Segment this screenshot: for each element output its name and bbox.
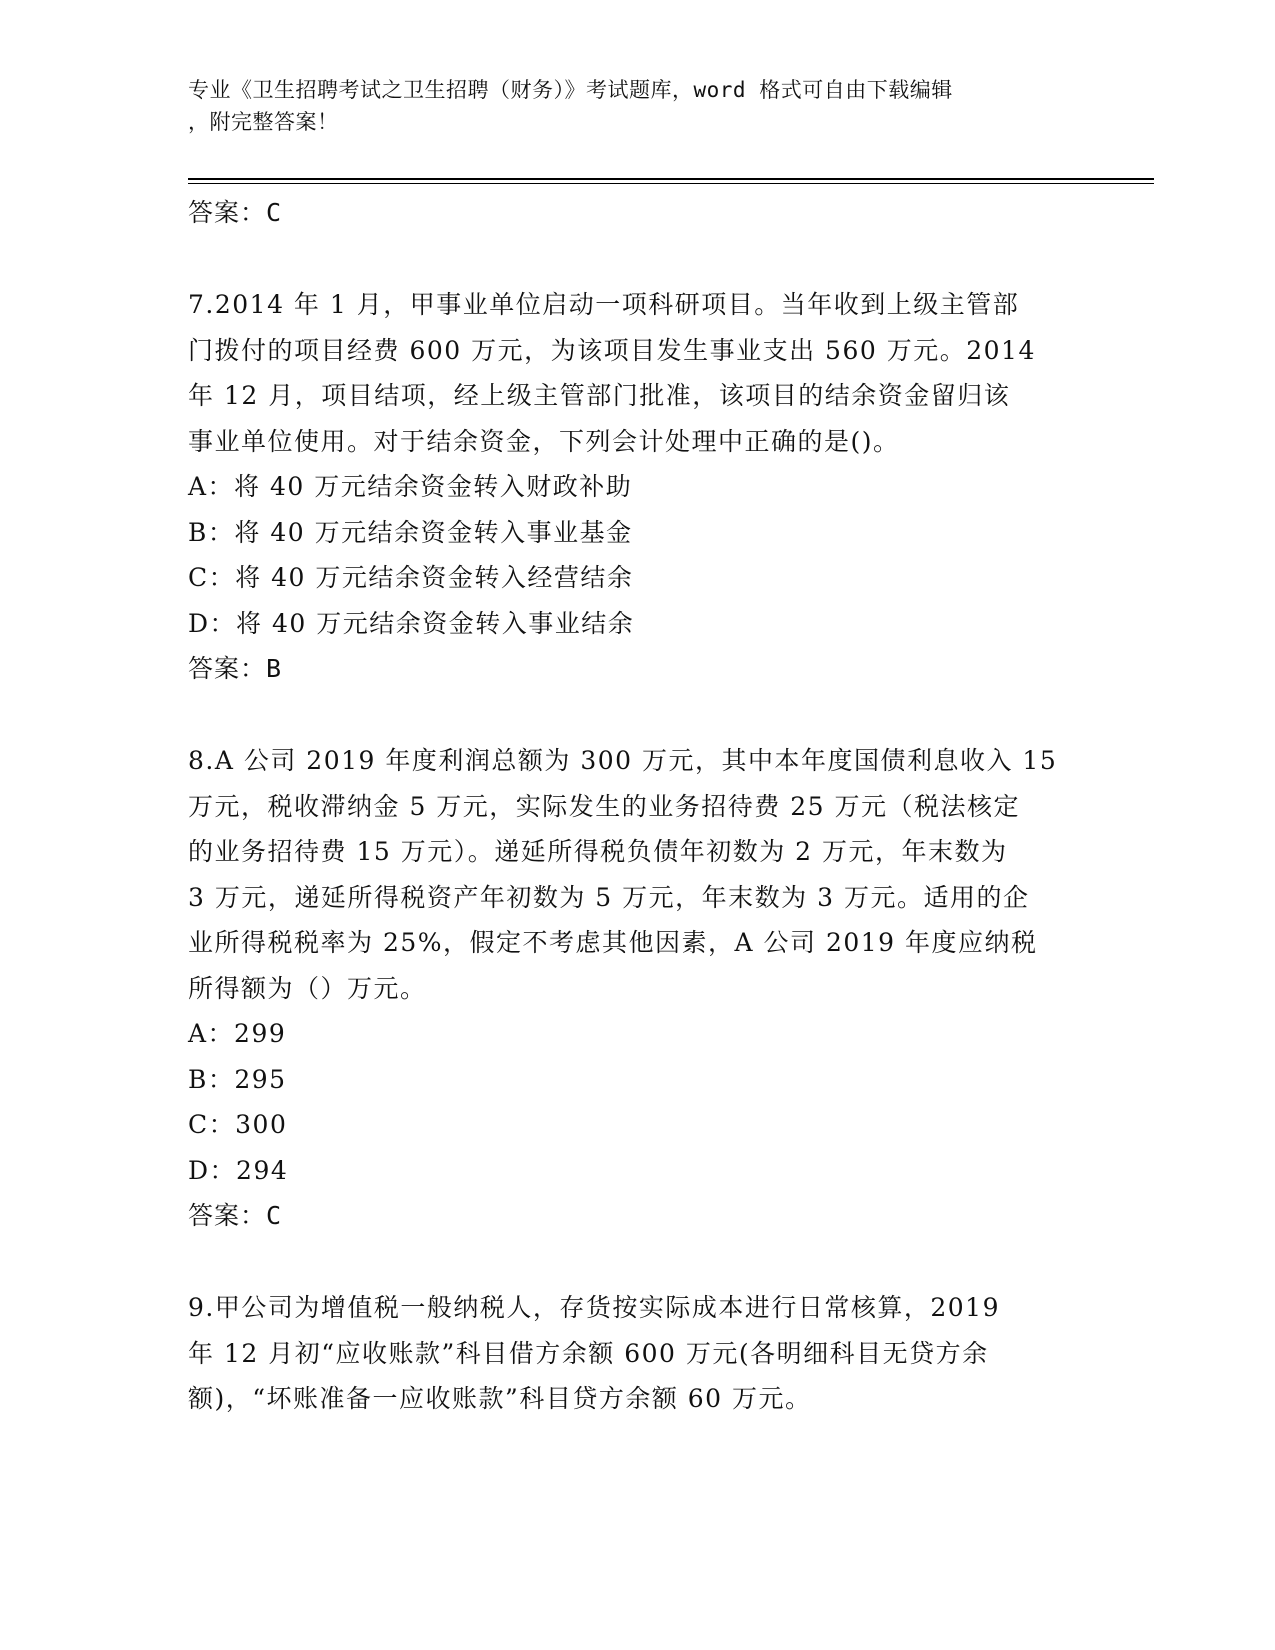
option-c: C：将 40 万元结余资金转入经营结余	[188, 563, 634, 592]
header-rule-thin	[188, 183, 1154, 184]
stem-line: 年 12 月初“应收账款”科目借方余额 600 万元(各明细科目无贷方余	[188, 1338, 989, 1368]
stem-line: 3 万元，递延所得税资产年初数为 5 万元，年末数为 3 万元。适用的企	[188, 882, 1030, 912]
question-content	[188, 190, 1078, 1422]
stem-line: 所得额为（）万元。	[188, 973, 427, 1003]
stem-line: 万元，税收滞纳金 5 万元，实际发生的业务招待费 25 万元（税法核定	[188, 791, 1021, 821]
option-a: A：将 40 万元结余资金转入财政补助	[188, 472, 633, 501]
stem-line: 7.2014 年 1 月，甲事业单位启动一项科研项目。当年收到上级主管部	[188, 290, 1020, 319]
question-8	[188, 738, 1078, 1239]
header-line-2: ，附完整答案！	[188, 110, 339, 134]
spacer	[188, 692, 1078, 738]
stem-line: 年 12 月，项目结项，经上级主管部门批准，该项目的结余资金留归该	[188, 381, 1011, 410]
stem-line: 事业单位使用。对于结余资金，下列会计处理中正确的是()。	[188, 426, 900, 456]
header-line-1: 专业《卫生招聘考试之卫生招聘（财务）》考试题库，word 格式可自由下载编辑	[188, 78, 953, 102]
question-9	[188, 1285, 1078, 1422]
answer-line: 答案：C	[188, 1201, 283, 1230]
option-c: C：300	[188, 1110, 288, 1139]
option-a: A：299	[188, 1019, 287, 1048]
question-stem	[188, 282, 1078, 464]
stem-line: 额)，“坏账准备一应收账款”科目贷方余额 60 万元。	[188, 1384, 812, 1413]
option-b: B：295	[188, 1064, 287, 1094]
answer-line: 答案：B	[188, 654, 283, 683]
stem-line: 8.A 公司 2019 年度利润总额为 300 万元，其中本年度国债利息收入 15	[188, 746, 1058, 775]
question-stem	[188, 1285, 1078, 1422]
question-7	[188, 282, 1078, 692]
option-d: D：将 40 万元结余资金转入事业结余	[188, 608, 635, 638]
document-header	[188, 74, 1088, 138]
option-d: D：294	[188, 1155, 289, 1185]
header-rule-thick	[188, 178, 1154, 180]
answer-line: 答案：C	[188, 198, 283, 227]
spacer	[188, 1239, 1078, 1285]
stem-line: 9.甲公司为增值税一般纳税人，存货按实际成本进行日常核算，2019	[188, 1293, 1000, 1322]
question-stem	[188, 738, 1078, 1011]
stem-line: 业所得税税率为 25%，假定不考虑其他因素，A 公司 2019 年度应纳税	[188, 928, 1038, 957]
option-b: B：将 40 万元结余资金转入事业基金	[188, 517, 633, 547]
stem-line: 的业务招待费 15 万元）。递延所得税负债年初数为 2 万元，年末数为	[188, 837, 1008, 866]
stem-line: 门拨付的项目经费 600 万元，为该项目发生事业支出 560 万元。2014	[188, 335, 1036, 365]
spacer	[188, 236, 1078, 282]
